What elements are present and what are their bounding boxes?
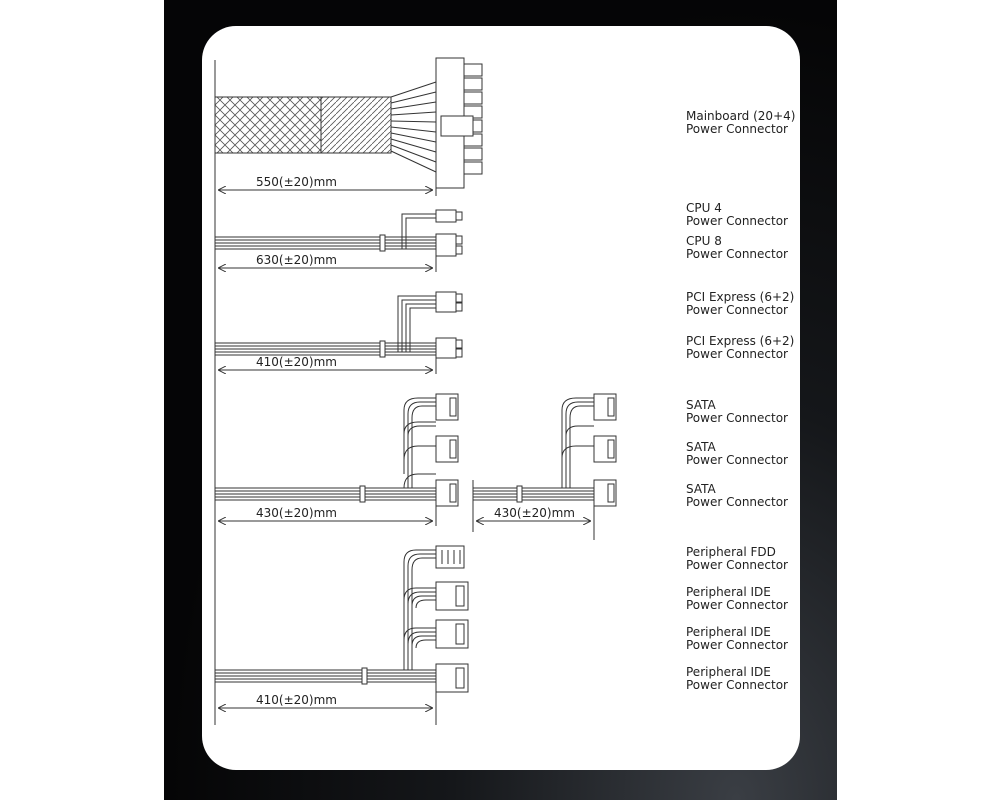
label-sata-3: SATA Power Connector xyxy=(686,482,788,509)
label-pcie-1: PCI Express (6+2) Power Connector xyxy=(686,290,795,317)
cpu4-connector xyxy=(436,210,462,222)
mainboard-cable xyxy=(215,82,436,172)
peripheral-cable xyxy=(215,550,436,684)
pcie-connector-2 xyxy=(436,338,462,358)
mainboard-length: 550(±20)mm xyxy=(256,175,337,189)
pcie-connector-1 xyxy=(436,292,462,312)
sata-connector-3 xyxy=(436,480,458,506)
label-peripheral-ide-3: Peripheral IDE Power Connector xyxy=(686,665,788,692)
sata-extension-cable xyxy=(473,398,594,502)
peripheral-ide-connector-1 xyxy=(436,582,468,610)
sata-connector-1 xyxy=(436,394,458,420)
sata-extension-connector-1 xyxy=(594,394,616,420)
peripheral-length: 410(±20)mm xyxy=(256,693,337,707)
pcie-cable xyxy=(215,296,436,357)
label-peripheral-ide-2: Peripheral IDE Power Connector xyxy=(686,625,788,652)
cpu-cable xyxy=(215,214,436,251)
sata-extension-length: 430(±20)mm xyxy=(494,506,575,520)
peripheral-ide-connector-3 xyxy=(436,664,468,692)
sata-cable xyxy=(215,398,436,502)
label-cpu4: CPU 4 Power Connector xyxy=(686,201,788,228)
label-cpu8: CPU 8 Power Connector xyxy=(686,234,788,261)
cpu-length: 630(±20)mm xyxy=(256,253,337,267)
sata-extension-connector-2 xyxy=(594,436,616,462)
label-peripheral-ide-1: Peripheral IDE Power Connector xyxy=(686,585,788,612)
peripheral-fdd-connector xyxy=(436,546,464,568)
label-pcie-2: PCI Express (6+2) Power Connector xyxy=(686,334,795,361)
sata-extension-connector-3 xyxy=(594,480,616,506)
label-peripheral-fdd: Peripheral FDD Power Connector xyxy=(686,545,788,572)
peripheral-ide-connector-2 xyxy=(436,620,468,648)
cpu8-connector xyxy=(436,234,462,256)
mainboard-24pin-connector xyxy=(436,58,482,188)
label-sata-2: SATA Power Connector xyxy=(686,440,788,467)
pcie-length: 410(±20)mm xyxy=(256,355,337,369)
label-mainboard: Mainboard (20+4) Power Connector xyxy=(686,109,796,136)
sata-connector-2 xyxy=(436,436,458,462)
sata-length: 430(±20)mm xyxy=(256,506,337,520)
label-sata-1: SATA Power Connector xyxy=(686,398,788,425)
